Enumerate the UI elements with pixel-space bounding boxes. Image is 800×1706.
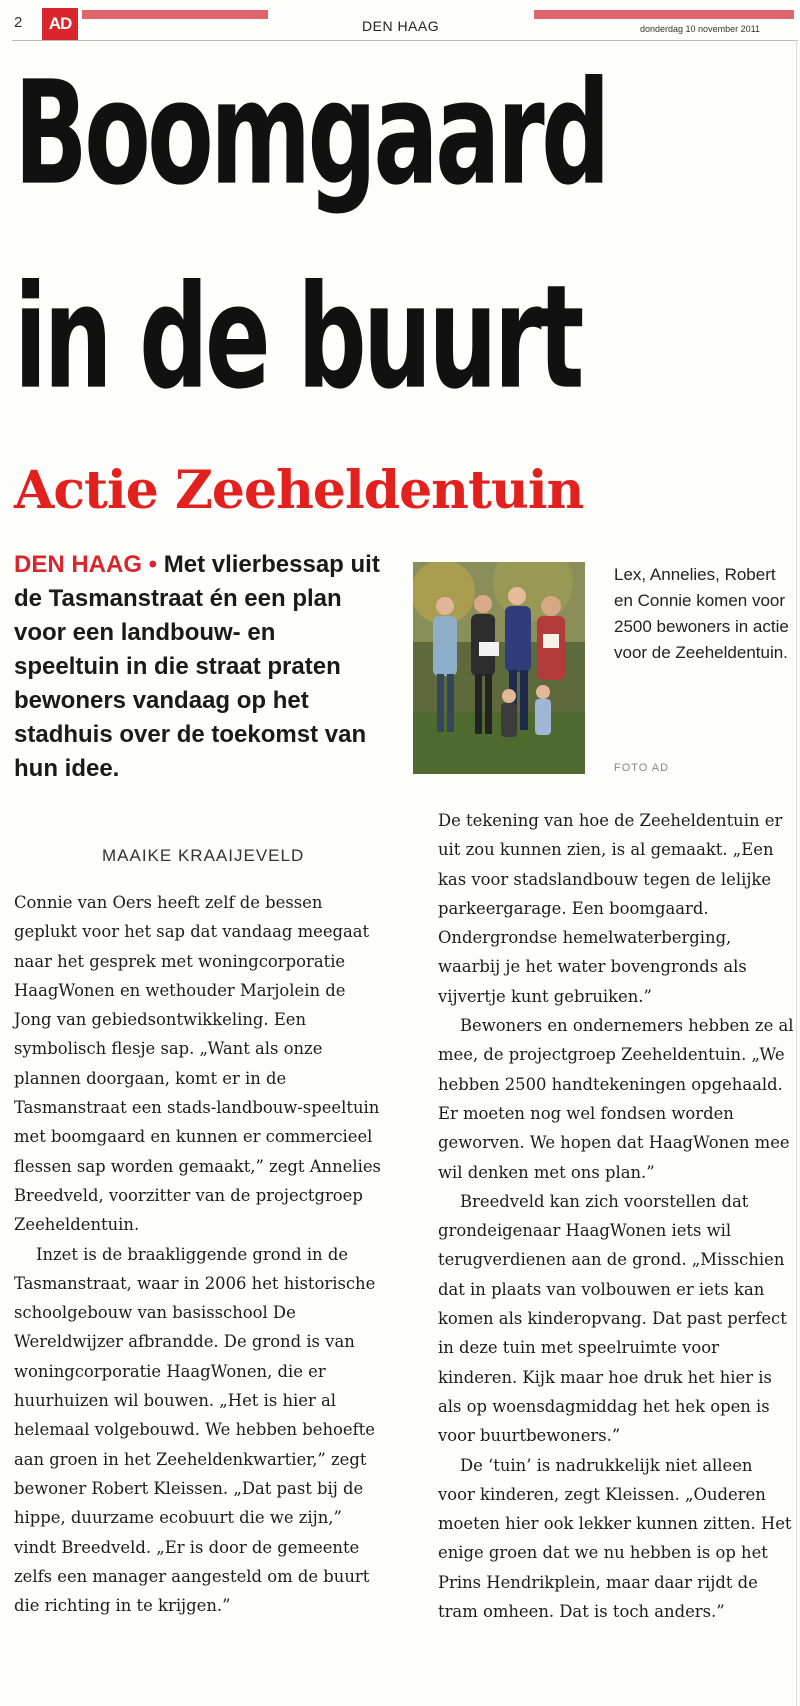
paragraph: De ‘tuin’ is nadrukkelijk niet alleen voor kinderen, zegt Kleissen. „Ouderen moeten hier ook lekker kunnen zitten. Het enige groen dat we nu hebben is op het Prins Hendrikplein, maar daar rijdt de tram omheen. Dat is toch anders.” bbox=[438, 1455, 792, 1622]
page-edge bbox=[796, 40, 797, 1706]
article-photo bbox=[413, 562, 585, 774]
body-column-2 bbox=[438, 806, 794, 1626]
lead-text: Met vlierbessap uit de Tasmanstraat én een plan voor een landbouw- en speeltuin in die straat praten bewoners vandaag op het stadhuis over de toekomst van hun idee. bbox=[14, 551, 380, 782]
page-header bbox=[0, 0, 800, 40]
section-title: DEN HAAG bbox=[362, 18, 440, 34]
page-number: 2 bbox=[14, 14, 23, 31]
header-bar-left bbox=[82, 10, 268, 19]
photo-illustration bbox=[413, 562, 585, 774]
dateline: DEN HAAG • bbox=[14, 551, 158, 578]
header-divider bbox=[12, 40, 798, 41]
headline-line-1: Boomgaard bbox=[14, 50, 607, 217]
paragraph: Connie van Oers heeft zelf de bessen geplukt voor het sap dat vandaag meegaat naar het gesprek met woningcorporatie HaagWonen en wethouder Marjolein de Jong van gebiedsontwikkeling. Een symbolisch flesje sap. „Want als onze plannen doorgaan, komt er in de Tasmanstraat een stads-landbouw-speeltuin met boomgaard en kunnen er commercieel flessen sap worden gemaakt,” zegt Annelies Breedveld, voorzitter van de projectgroep Zeeheldentuin. bbox=[14, 893, 381, 1235]
body-column-1 bbox=[14, 888, 388, 1620]
paragraph: Bewoners en ondernemers hebben ze al mee, de projectgroep Zeeheldentuin. „We hebben 2500 handtekeningen opgehaald. Er moeten nog wel fondsen worden geworven. We hopen dat HaagWonen mee wil denken met ons plan.” bbox=[438, 1016, 794, 1182]
lead-paragraph bbox=[14, 548, 386, 786]
paragraph: Inzet is de braakliggende grond in de Tasmanstraat, waar in 2006 het historische schoolgebouw van basisschool De Wereldwijzer afbrandde. De grond is van woningcorporatie HaagWonen, die er huurhuizen wil bouwen. „Het is hier al helemaal volgebouwd. We hebben behoefte aan groen in het Zeeheldenkwartier,” zegt bewoner Robert Kleissen. „Dat past bij de hippe, duurzame ecobuurt die we zijn,” vindt Breedveld. „Er is door de gemeente zelfs een manager aangesteld om de buurt die richting in te krijgen.” bbox=[14, 1244, 376, 1616]
byline: MAAIKE KRAAIJEVELD bbox=[102, 846, 305, 865]
paragraph: Breedveld kan zich voorstellen dat grondeigenaar HaagWonen iets wil terugverdienen aan de grond. „Misschien dat in plaats van volbouwen er iets kan komen als kinderopvang. Dat past perfect in deze tuin met speelruimte voor kinderen. Kijk maar hoe druk het hier is als op woensdagmiddag het hek open is voor buurtbewoners.” bbox=[438, 1191, 787, 1446]
photo-caption: Lex, Annelies, Robert en Connie komen voor 2500 bewoners in actie voor de Zeeheldentuin. bbox=[614, 565, 789, 662]
ad-logo: AD bbox=[42, 8, 78, 40]
photo-credit: FOTO AD bbox=[614, 762, 670, 774]
header-bar-right bbox=[534, 10, 794, 19]
issue-date: donderdag 10 november 2011 bbox=[640, 24, 760, 34]
paragraph: De tekening van hoe de Zeeheldentuin er uit zou kunnen zien, is al gemaakt. „Een kas voor stadslandbouw tegen de lelijke parkeergarage. Een boomgaard. Ondergrondse hemelwaterberging, waarbij je het water bovengronds als vijvertje kunt gebruiken.” bbox=[438, 811, 783, 1006]
headline-line-2: in de buurt bbox=[14, 254, 581, 421]
kicker: Actie Zeeheldentuin bbox=[14, 460, 584, 521]
